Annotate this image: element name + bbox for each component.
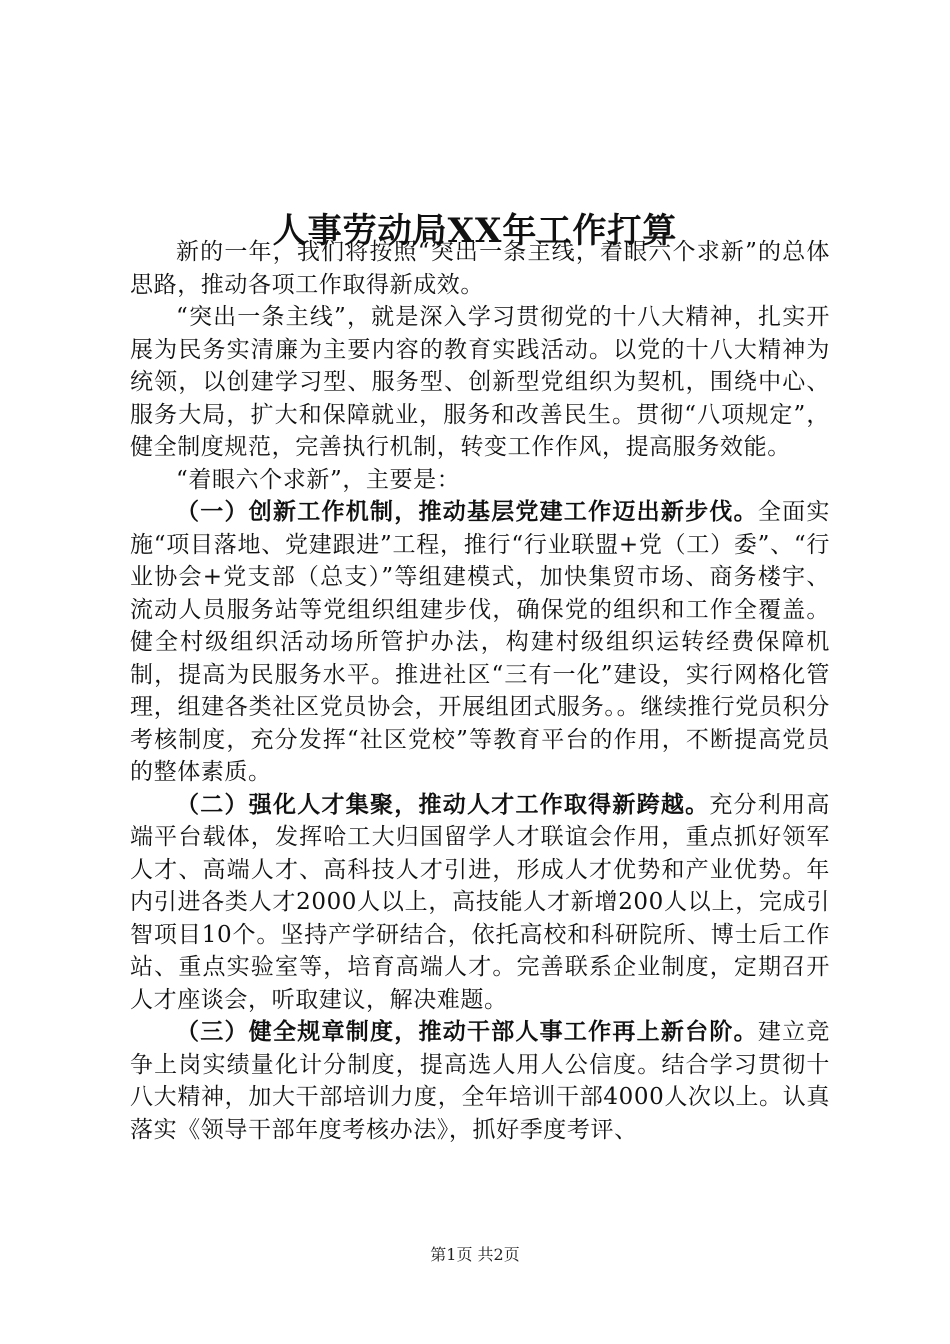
paragraph-text: 充分利用高端平台载体，发挥哈工大归国留学人才联谊会作用，重点抓好领军人才、高端人才、高科技人才引进，形成人才优势和产业优势。年内引进各类人才2000人以上，高技能人才新增200人以上，完成引智项目10个。坚持产学研结合，依托高校和科研院所、博士后工作站、重点实验室等，培育高端人才。完善联系企业制度，定期召开人才座谈会，听取建议，解决难题。 (130, 791, 831, 1013)
paragraph-heading: （三）健全规章制度，推动干部人事工作再上新台阶。 (176, 1018, 758, 1045)
paragraph-heading: （一）创新工作机制，推动基层党建工作迈出新步伐。 (176, 498, 758, 525)
paragraph-text: “着眼六个求新”，主要是： (176, 466, 461, 493)
paragraph-text: 新的一年，我们将按照“突出一条主线，着眼六个求新”的总体思路，推动各项工作取得新成效。 (130, 239, 830, 298)
page-footer: 第1页 共2页 (430, 1245, 520, 1264)
document-title: 人事劳动局XX年工作打算 (272, 210, 678, 251)
paragraph-item-1 (130, 496, 830, 789)
paragraph-text: “突出一条主线”，就是深入学习贯彻党的十八大精神，扎实开展为民务实清廉为主要内容的教育实践活动。以党的十八大精神为统领，以创建学习型、服务型、创新型党组织为契机，围绕中心、服务大局，扩大和保障就业，服务和改善民生。贯彻“八项规定”，健全制度规范，完善执行机制，转变工作作风，提高服务效能。 (130, 304, 830, 460)
paragraph-main-line (130, 301, 830, 464)
paragraph-item-3 (130, 1016, 830, 1146)
paragraph-intro (130, 236, 830, 301)
paragraph-six-innovations-intro (130, 464, 830, 497)
paragraph-item-2 (130, 789, 830, 1017)
paragraph-heading: （二）强化人才集聚，推动人才工作取得新跨越。 (176, 790, 710, 818)
paragraph-text: 全面实施“项目落地、党建跟进”工程，推行“行业联盟+党（工）委”、“行业协会+党支部（总支）”等组建模式，加快集贸市场、商务楼宇、流动人员服务站等党组织组建步伐，确保党的组织和工作全覆盖。健全村级组织活动场所管护办法，构建村级组织运转经费保障机制，提高为民服务水平。推进社区“三有一化”建设，实行网格化管理，组建各类社区党员协会，开展组团式服务。。继续推行党员积分考核制度，充分发挥“社区党校”等教育平台的作用，不断提高党员的整体素质。 (130, 499, 830, 785)
document-body (130, 236, 830, 1146)
paragraph-text: 建立竞争上岗实绩量化计分制度，提高选人用人公信度。结合学习贯彻十八大精神，加大干部培训力度，全年培训干部4000人次以上。认真落实《领导干部年度考核办法》，抓好季度考评、 (130, 1019, 830, 1143)
